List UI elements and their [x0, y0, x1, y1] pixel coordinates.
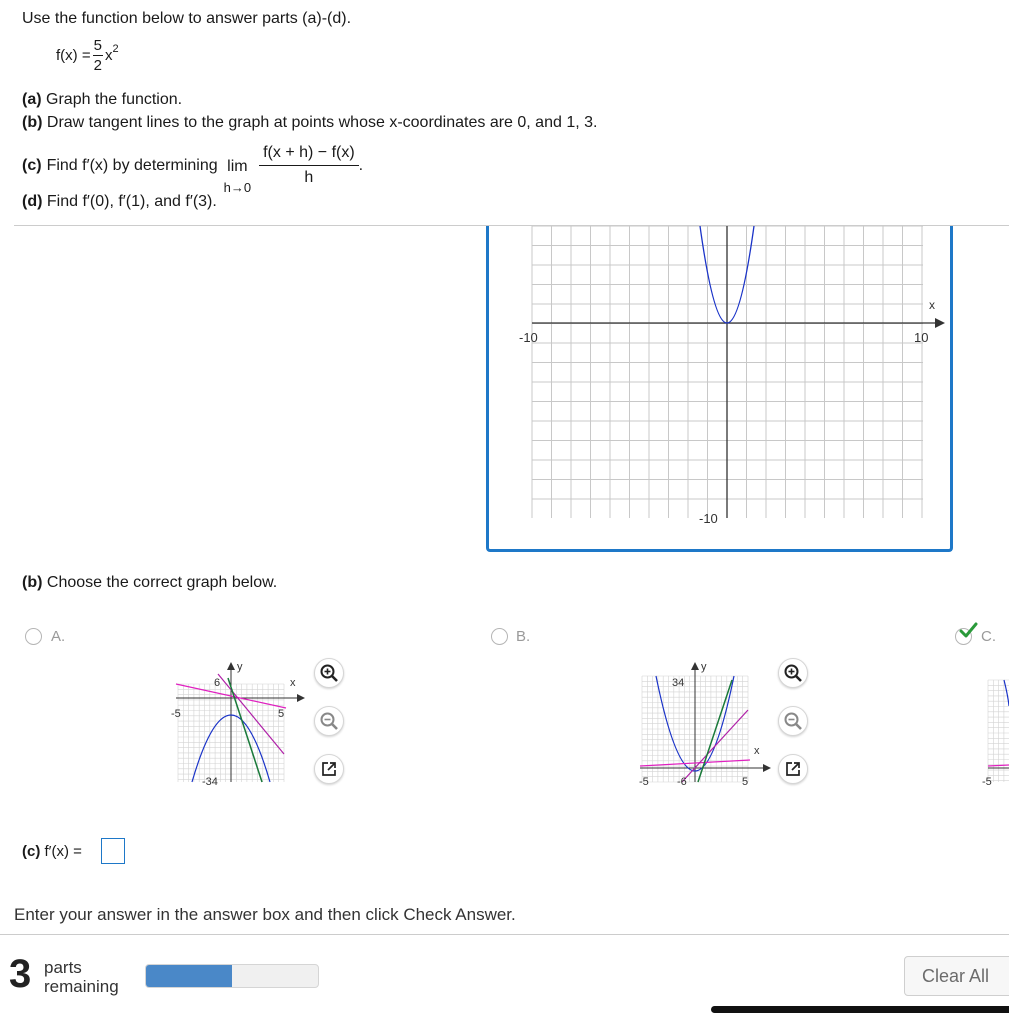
- option-c-tangent-1: [988, 765, 1009, 766]
- function-lhs: f(x) =: [56, 47, 91, 64]
- limit-word: lim: [227, 158, 248, 175]
- option-a-tick-bottom: -34: [202, 776, 218, 788]
- zoom-out-icon: [783, 711, 803, 731]
- option-a-popout-button[interactable]: [314, 754, 344, 784]
- option-b-tick-top: 34: [672, 677, 685, 689]
- difference-quotient-numerator: f(x + h) − f(x): [259, 144, 359, 166]
- option-b-popout-button[interactable]: [778, 754, 808, 784]
- footer-divider: [0, 934, 1009, 935]
- part-c-answer-label: (c): [22, 843, 41, 860]
- part-b-label: (b): [22, 114, 43, 131]
- option-a-tick-top: 6: [214, 677, 221, 689]
- part-b-prompt: Choose the correct graph below.: [46, 574, 278, 591]
- question-intro: Use the function below to answer parts (a)-(d).: [22, 10, 352, 27]
- option-a-tick-left: -5: [171, 708, 181, 720]
- option-b-x-arrow: [763, 764, 771, 772]
- option-a-tangent-3: [228, 678, 262, 782]
- main-tick-bottom: -10: [699, 511, 718, 526]
- option-a-y-arrow: [227, 662, 235, 670]
- option-a-label[interactable]: A.: [51, 628, 66, 645]
- coefficient-fraction: [93, 38, 103, 73]
- part-c-label: (c): [22, 156, 42, 174]
- option-b-label[interactable]: B.: [516, 628, 531, 645]
- limit-subscript: h→0: [223, 180, 252, 195]
- option-a-x-label: x: [290, 677, 296, 689]
- function-definition: [56, 38, 119, 73]
- home-indicator: [711, 1006, 1009, 1013]
- part-c-line: [22, 136, 363, 195]
- part-a-label: (a): [22, 91, 42, 108]
- main-tick-right: 10: [914, 330, 929, 345]
- option-a-y-label: y: [237, 661, 243, 673]
- checkmark-icon: [958, 622, 978, 640]
- part-d-line: [22, 193, 217, 211]
- part-a-line: [22, 91, 182, 109]
- option-b-y-arrow: [691, 662, 699, 670]
- part-b-prompt-line: [22, 574, 277, 592]
- parts-label-line-1: parts: [44, 958, 82, 977]
- option-b-tick-left: -5: [639, 776, 649, 788]
- option-a-zoom-in-button[interactable]: [314, 658, 344, 688]
- main-graph[interactable]: [489, 226, 950, 549]
- progress-fill: [146, 965, 232, 987]
- clear-all-button[interactable]: Clear All: [904, 956, 1009, 996]
- option-b-radio[interactable]: [491, 628, 508, 645]
- difference-quotient-denominator: h: [304, 169, 314, 186]
- option-c-graph[interactable]: [980, 656, 1009, 790]
- option-b-tick-bottom: -6: [677, 776, 687, 788]
- part-b-prompt-label: (b): [22, 574, 43, 591]
- parts-remaining-label: [44, 958, 119, 996]
- graph-panel[interactable]: [486, 226, 953, 552]
- part-c-answer-line: [22, 843, 82, 860]
- part-c-period: .: [358, 156, 364, 174]
- zoom-in-icon: [783, 663, 803, 683]
- option-a-radio[interactable]: [25, 628, 42, 645]
- option-a-x-arrow: [297, 694, 305, 702]
- option-a-tick-right: 5: [278, 708, 285, 720]
- option-a-graph[interactable]: [168, 656, 308, 788]
- parts-remaining-count: 3: [9, 952, 32, 996]
- function-variable: x: [104, 47, 113, 64]
- derivative-answer-input[interactable]: [101, 838, 125, 864]
- option-b-graph[interactable]: [632, 656, 777, 790]
- zoom-in-icon: [319, 663, 339, 683]
- zoom-out-icon: [319, 711, 339, 731]
- main-x-arrow: [935, 318, 945, 328]
- instructions-text: Enter your answer in the answer box and then click Check Answer.: [14, 905, 516, 924]
- part-d-label: (d): [22, 193, 43, 210]
- option-b-tick-right: 5: [742, 776, 749, 788]
- option-c-curve: [1004, 680, 1009, 706]
- difference-quotient: [259, 144, 359, 187]
- option-c-label[interactable]: C.: [981, 628, 996, 645]
- fraction-denominator: 2: [93, 57, 102, 74]
- option-b-zoom-out-button[interactable]: [778, 706, 808, 736]
- part-b-text: Draw tangent lines to the graph at points whose x-coordinates are 0, and 1, 3.: [46, 114, 598, 131]
- limit-operator: [224, 158, 251, 195]
- option-b-y-label: y: [701, 661, 707, 673]
- fraction-numerator: 5: [93, 37, 102, 54]
- option-c-tick-left: -5: [982, 776, 992, 788]
- function-exponent: 2: [112, 42, 119, 55]
- popout-icon: [319, 759, 339, 779]
- progress-bar: [145, 964, 319, 988]
- option-b-x-label: x: [754, 745, 760, 757]
- part-a-text: Graph the function.: [46, 91, 183, 108]
- part-d-text: Find f′(0), f′(1), and f′(3).: [46, 193, 217, 210]
- popout-icon: [783, 759, 803, 779]
- option-c-grid: [988, 680, 1009, 782]
- main-tick-left: -10: [519, 330, 538, 345]
- parts-label-line-2: remaining: [44, 977, 119, 996]
- part-c-text: Find f′(x) by determining: [46, 156, 218, 174]
- part-b-line: [22, 114, 597, 132]
- option-a-zoom-out-button[interactable]: [314, 706, 344, 736]
- part-c-answer-text: f′(x) =: [44, 843, 82, 860]
- main-x-label: x: [929, 298, 935, 312]
- option-b-zoom-in-button[interactable]: [778, 658, 808, 688]
